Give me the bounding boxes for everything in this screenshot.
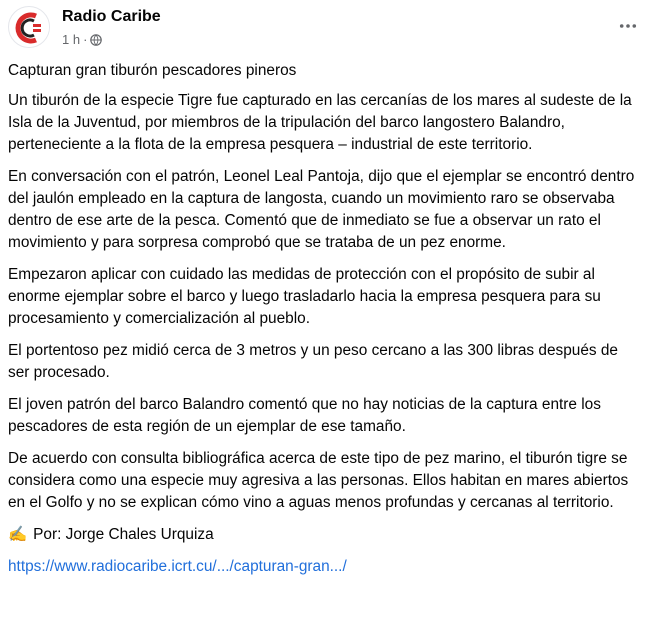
post-content xyxy=(8,60,640,578)
page-name[interactable]: Radio Caribe xyxy=(62,8,161,25)
post-paragraph: El portentoso pez midió cerca de 3 metros y un peso cercano a las 300 libras después de ser procesado. xyxy=(8,342,618,381)
article-link[interactable]: https://www.radiocaribe.icrt.cu/.../capturan-gran.../ xyxy=(8,558,347,575)
post-paragraph: Empezaron aplicar con cuidado las medidas de protección con el propósito de subir al enorme ejemplar sobre el barco y luego trasladarlo hacia la empresa pesquera para su procesamiento y comercialización al pueblo. xyxy=(8,266,601,327)
post-paragraph: El joven patrón del barco Balandro comentó que no hay noticias de la captura entre los pescadores de esta región de un ejemplar de ese tamaño. xyxy=(8,396,601,435)
writing-hand-icon: ✍️ xyxy=(8,526,28,543)
post-paragraph: En conversación con el patrón, Leonel Leal Pantoja, dijo que el ejemplar se encontró dentro del jaulón empleado en la captura de langosta, cuando un movimiento raro se observaba dentro de ese arte de la pesca. Comentó que de inmediato se fue a observar un rato el movimiento y para sorpresa comprobó que se trataba de un pez enorme. xyxy=(8,168,635,251)
author-text: Por: Jorge Chales Urquiza xyxy=(33,526,214,543)
post-title: Capturan gran tiburón pescadores pineros xyxy=(8,62,297,79)
post-paragraph: De acuerdo con consulta bibliográfica acerca de este tipo de pez marino, el tiburón tigre se considera como una especie muy agresiva a las personas. Ellos habitan en mares abiertos en el Golfo y no se explican cómo vino a aguas menos profundas y cercanas al territorio. xyxy=(8,450,629,511)
more-options-button[interactable] xyxy=(616,14,640,38)
post-meta xyxy=(62,32,102,47)
radio-caribe-logo-icon xyxy=(9,7,50,48)
radio-caribe-logo-avatar[interactable] xyxy=(8,6,50,48)
post-time[interactable]: 1 h xyxy=(62,32,81,47)
globe-icon xyxy=(90,34,102,46)
more-horizontal-icon xyxy=(619,23,637,29)
post-paragraph: Un tiburón de la especie Tigre fue capturado en las cercanías de los mares al sudeste de la Isla de la Juventud, por miembros de la tripulación del barco langostero Balandro, perteneciente a la flota de la empresa pesquera – industrial de este territorio. xyxy=(8,92,632,153)
post-author xyxy=(8,524,640,546)
meta-separator: · xyxy=(83,32,88,47)
post-header xyxy=(8,6,642,54)
